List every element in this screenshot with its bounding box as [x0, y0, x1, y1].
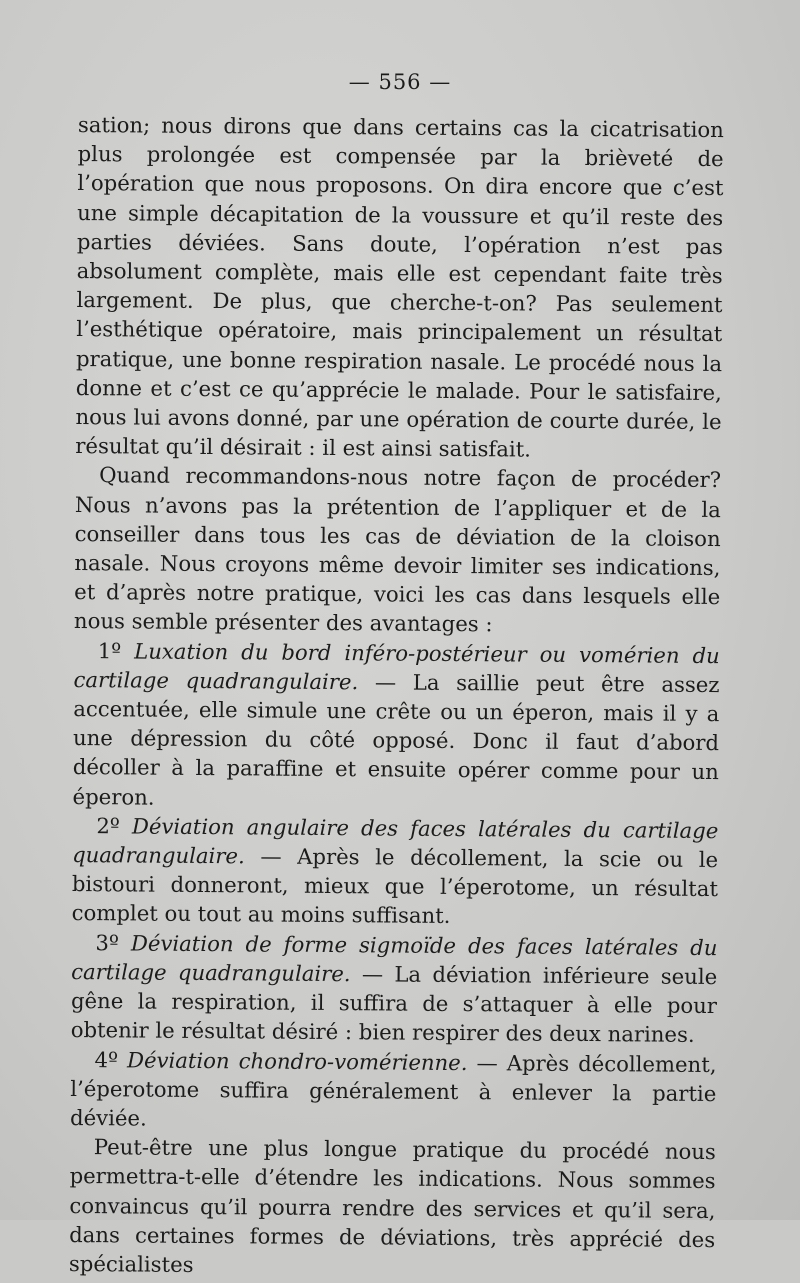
item-number: 3º: [95, 929, 120, 956]
item-text: — Après le décollement, la scie ou le bistouri donneront, mieux que l’éperotome, un résultat complet ou tout au moins suffisant.: [71, 843, 719, 929]
item-number: 1º: [97, 637, 122, 664]
item-title: Déviation angulaire des faces latérales du cartilage quadrangulaire.: [72, 813, 719, 869]
item-title: Luxation du bord inféro-postérieur ou vomérien du cartilage quadrangulaire.: [73, 638, 720, 695]
item-number: 2º: [96, 813, 120, 839]
item-number: 4º: [94, 1046, 119, 1072]
indication-item-4: [70, 1044, 717, 1137]
paragraph-text: sation; nous dirons que dans certains cas la cicatrisation plus prolongée est compensée par la brièveté de l’opération que nous proposons. On dira encore que c’est une simple décapitation de la voussure et qu’il reste des parties déviées. Sans doute, l’opération n’est pas absolument complète, mais elle est cependant faite très largement. De plus, que cherche-t-on? Pas seulement l’esthétique opératoire, mais principalement un résultat pratique, une bonne respiration nasale. Le procédé nous la donne et c’est ce qu’apprécie le malade. Pour le satisfaire, nous lui avons donné, par une opération de courte durée, le résultat qu’il désirait : il est ainsi satisfait.: [75, 111, 724, 462]
paragraph-conclusion: [69, 1132, 716, 1283]
item-title: Déviation chondro-vomérienne.: [126, 1046, 468, 1075]
item-text: — La saillie peut être assez accentuée, elle simule une crête ou un éperon, mais il y a une dépression du côté opposé. Donc il faut d’abord décoller à la paraffine et ensuite opérer comme pour un éperon.: [72, 669, 720, 810]
item-title: Déviation de forme sigmoïde des faces latérales du cartilage quadrangulaire.: [71, 930, 718, 987]
page-number: — 556 —: [348, 70, 452, 94]
item-text: — Après décollement, l’éperotome suffira généralement à enlever la partie déviée.: [69, 1049, 717, 1131]
indication-item-3: [71, 928, 718, 1050]
indication-item-2: [72, 811, 719, 933]
paragraph-continuation: [75, 110, 724, 466]
body-text: [69, 110, 724, 1283]
indication-item-1: [72, 636, 719, 816]
paragraph-text: Quand recommandons-nous notre façon de procéder? Nous n’avons pas la prétention de l’appliquer et de la conseiller dans tous les cas de déviation de la cloison nasale. Nous croyons même devoir limiter ses indications, et d’après notre pratique, voici les cas dans lesquels elle nous semble présenter des avantages :: [73, 462, 722, 637]
paragraph-text: Peut-être une plus longue pratique du procédé nous permettra-t-elle d’étendre les indications. Nous sommes convaincus qu’il pourra rendre des services et qu’il sera, dans certaines formes de déviations, très apprécié des spécialistes: [68, 1134, 716, 1277]
item-text: — La déviation inférieure seule gêne la respiration, il suffira de s’attaquer à elle pour obtenir le résultat désiré : bien respirer des deux narines.: [70, 961, 718, 1048]
paragraph-question: [74, 460, 721, 640]
